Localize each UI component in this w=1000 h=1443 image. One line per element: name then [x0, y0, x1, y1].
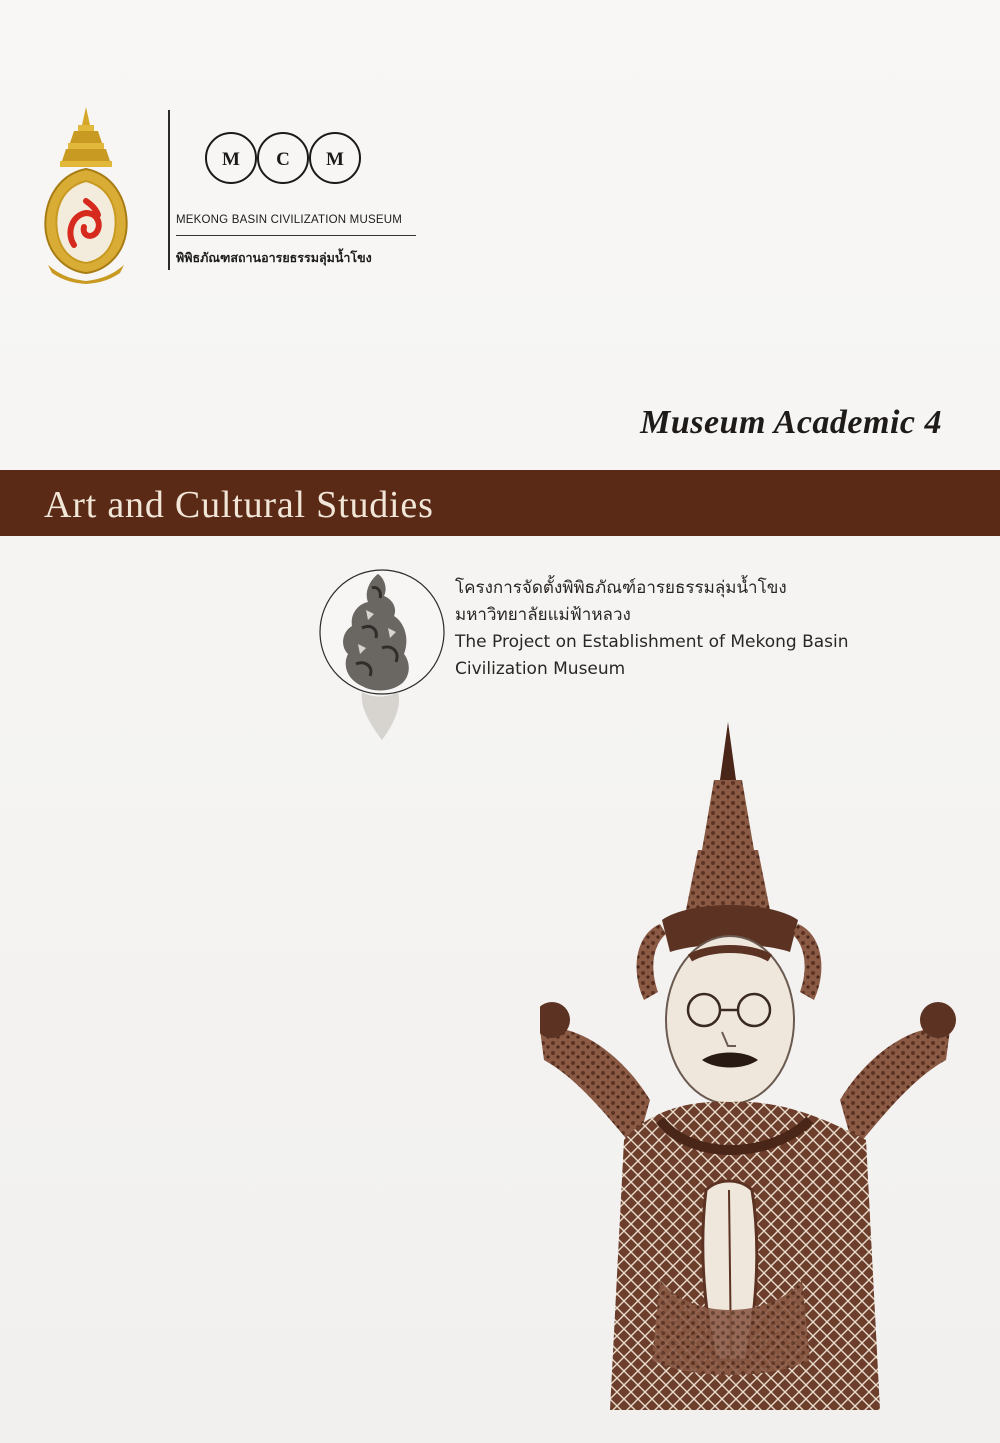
mcm-letter: M: [326, 149, 344, 170]
museum-name-english: MEKONG BASIN CIVILIZATION MUSEUM: [176, 214, 402, 226]
project-line-english-2: Civilization Museum: [455, 659, 626, 679]
thai-dancer-illustration: [540, 720, 960, 1410]
museum-name-rule: [176, 235, 416, 236]
project-line-english-1: The Project on Establishment of Mekong Basin: [455, 632, 849, 652]
mcm-letter: C: [276, 149, 290, 170]
mcm-letter: M: [222, 149, 240, 170]
royal-crest-icon: [40, 105, 132, 285]
series-title: Museum Academic 4: [640, 404, 942, 441]
project-line-thai-1: โครงการจัดตั้งพิพิธภัณฑ์อารยธรรมลุ่มน้ำโขง: [455, 578, 787, 598]
project-description: [455, 575, 849, 683]
mcm-logo-icon: [205, 128, 365, 188]
naga-sculpture-icon: [318, 568, 446, 744]
project-line-thai-2: มหาวิทยาลัยแม่ฟ้าหลวง: [455, 605, 631, 625]
museum-name-thai: พิพิธภัณฑสถานอารยธรรมลุ่มน้ำโขง: [176, 250, 372, 265]
header-divider: [168, 110, 170, 270]
book-title: Art and Cultural Studies: [44, 484, 434, 526]
